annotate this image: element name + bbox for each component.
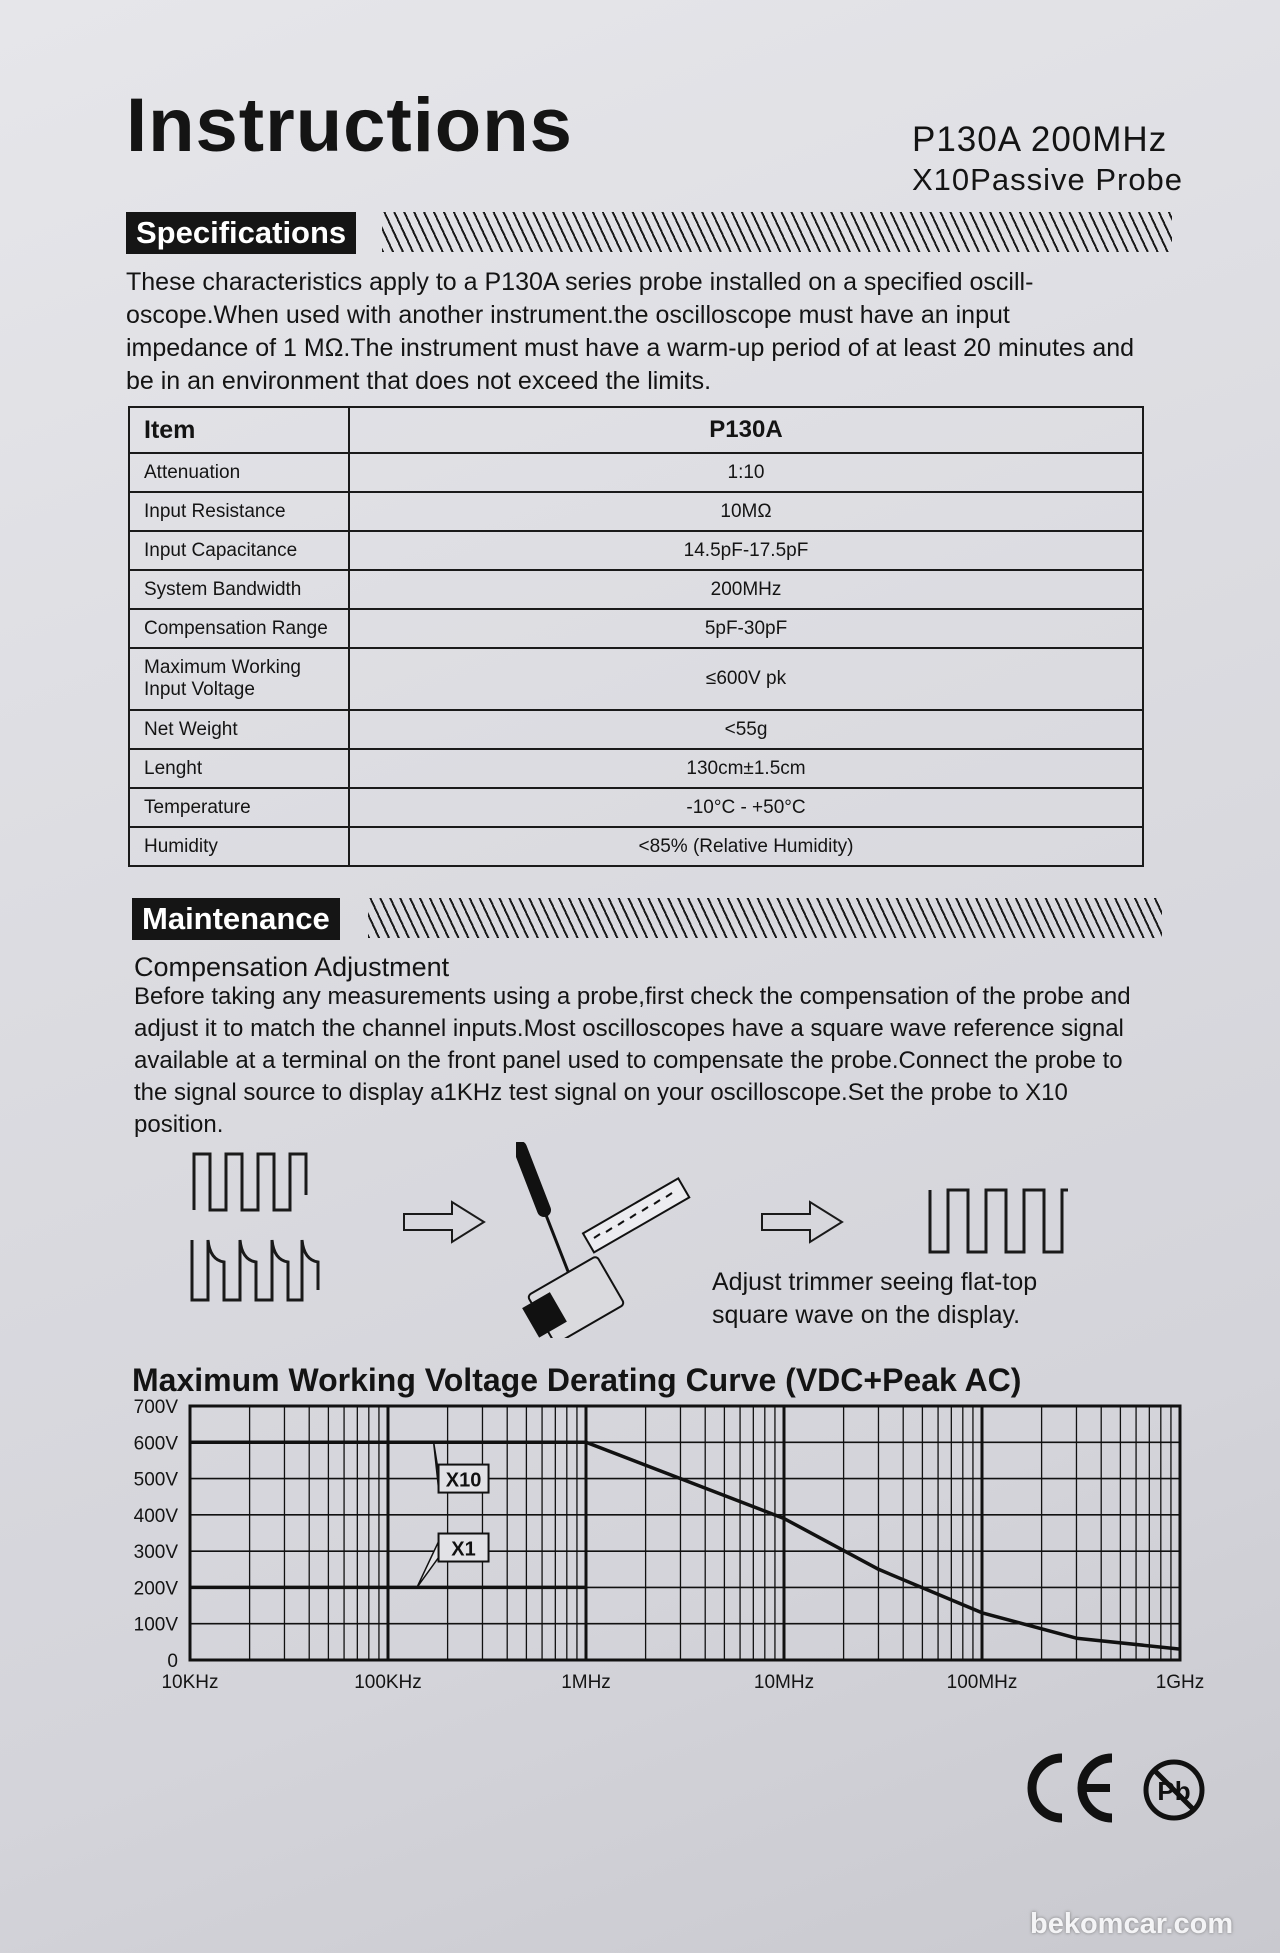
row-item: Net Weight [129,710,349,749]
pb-free-mark [1146,1762,1202,1818]
row-value: <55g [349,710,1143,749]
row-value: 10MΩ [349,492,1143,531]
hatch-decoration [368,898,1162,938]
y-tick-label: 0 [167,1651,178,1672]
specifications-intro: These characteristics apply to a P130A series probe installed on a specified oscill- oscope.When used with another instrument.the oscilloscope must have an input impedance of 1 MΩ.The instrument must have a warm-up period of at least 20 minutes and be in an environment that does not exceed the limits. [126,268,1135,395]
model-name [912,120,1183,200]
callout-pointer [417,1542,439,1588]
x-tick-label: 10MHz [753,1672,815,1693]
header-p130a: P130A [349,407,1143,453]
y-tick-label: 300V [133,1542,178,1564]
row-value: <85% (Relative Humidity) [349,827,1143,866]
adjust-note-line-1: Adjust trimmer seeing flat-top [712,1268,1038,1296]
distorted-waveforms-icon [186,1150,326,1320]
derating-chart [110,1396,1210,1698]
row-item: Lenght [129,749,349,788]
row-item: Maximum Working Input Voltage [129,648,349,710]
table-row [129,710,1143,749]
x-tick-label: 1MHz [561,1672,611,1693]
row-item: Compensation Range [129,609,349,648]
hatch-decoration [382,212,1172,252]
watermark: bekomcar.com [1030,1908,1234,1940]
row-value: 1:10 [349,453,1143,492]
y-tick-label: 500V [133,1469,178,1491]
page-title: Instructions [126,83,573,168]
y-axis-ticks [134,1397,179,1672]
callout-label: X10 [445,1469,482,1492]
row-value: -10°C - +50°C [349,788,1143,827]
table-row [129,531,1143,570]
header-item: Item [129,407,349,453]
compensation-body: Before taking any measurements using a probe,first check the compensation of the probe and adjust it to match the channel inputs.Most oscilloscopes have a square wave reference signal available at a terminal on the front panel used to compensate the probe.Connect the probe to the signal source to display a1KHz test signal on your oscilloscope.Set the probe to X10 position. [134,983,1131,1138]
adjust-note-line-2: square wave on the display. [712,1301,1021,1329]
pb-text: Pb [1157,1776,1191,1806]
x-axis-ticks [161,1672,1204,1693]
row-item: Attenuation [129,453,349,492]
x-tick-label: 10KHz [161,1672,219,1693]
maintenance-label: Maintenance [132,898,340,940]
x-tick-label: 100KHz [354,1672,422,1693]
probe-trimmer-illustration [516,1142,706,1338]
y-tick-label: 400V [133,1505,178,1527]
table-row [129,492,1143,531]
chart-series [190,1442,1180,1649]
row-item: Input Resistance [129,492,349,531]
callout-label: X1 [451,1538,476,1561]
y-tick-label: 200V [133,1578,178,1600]
arrow-right-icon [760,1200,844,1244]
row-item: Humidity [129,827,349,866]
adjust-note [712,1266,1037,1332]
table-row [129,570,1143,609]
plot-frame [190,1406,1180,1660]
row-value: 130cm±1.5cm [349,749,1143,788]
series-line-x10 [190,1442,1180,1649]
model-line-2: X10Passive Probe [912,162,1184,197]
specifications-label: Specifications [126,212,356,254]
table-row [129,609,1143,648]
compensation-subheading: Compensation Adjustment [134,952,450,982]
arrow-right-icon [402,1200,486,1244]
square-wave-icon [924,1184,1074,1258]
table-row [129,827,1143,866]
row-item: Temperature [129,788,349,827]
table-row [129,749,1143,788]
row-value: ≤600V pk [349,648,1143,710]
spec-table [128,406,1144,867]
row-item: Input Capacitance [129,531,349,570]
specifications-heading [126,212,1174,254]
row-value: 14.5pF-17.5pF [349,531,1143,570]
y-tick-label: 100V [133,1614,178,1636]
y-tick-label: 600V [133,1433,178,1455]
row-item: System Bandwidth [129,570,349,609]
x-tick-label: 100MHz [946,1672,1018,1693]
row-value: 5pF-30pF [349,609,1143,648]
y-tick-label: 700V [133,1397,178,1418]
x-tick-label: 1GHz [1155,1672,1205,1693]
row-value: 200MHz [349,570,1143,609]
table-row [129,788,1143,827]
chart-grid [190,1406,1180,1660]
compliance-marks [1014,1750,1214,1830]
table-row [129,648,1143,710]
ce-mark [1032,1758,1112,1818]
maintenance-heading [132,898,1164,940]
table-header-row [129,407,1143,453]
chart-title: Maximum Working Voltage Derating Curve (VDC+Peak AC) [132,1362,1022,1398]
table-row [129,453,1143,492]
model-line-1: P130A 200MHz [912,120,1168,159]
